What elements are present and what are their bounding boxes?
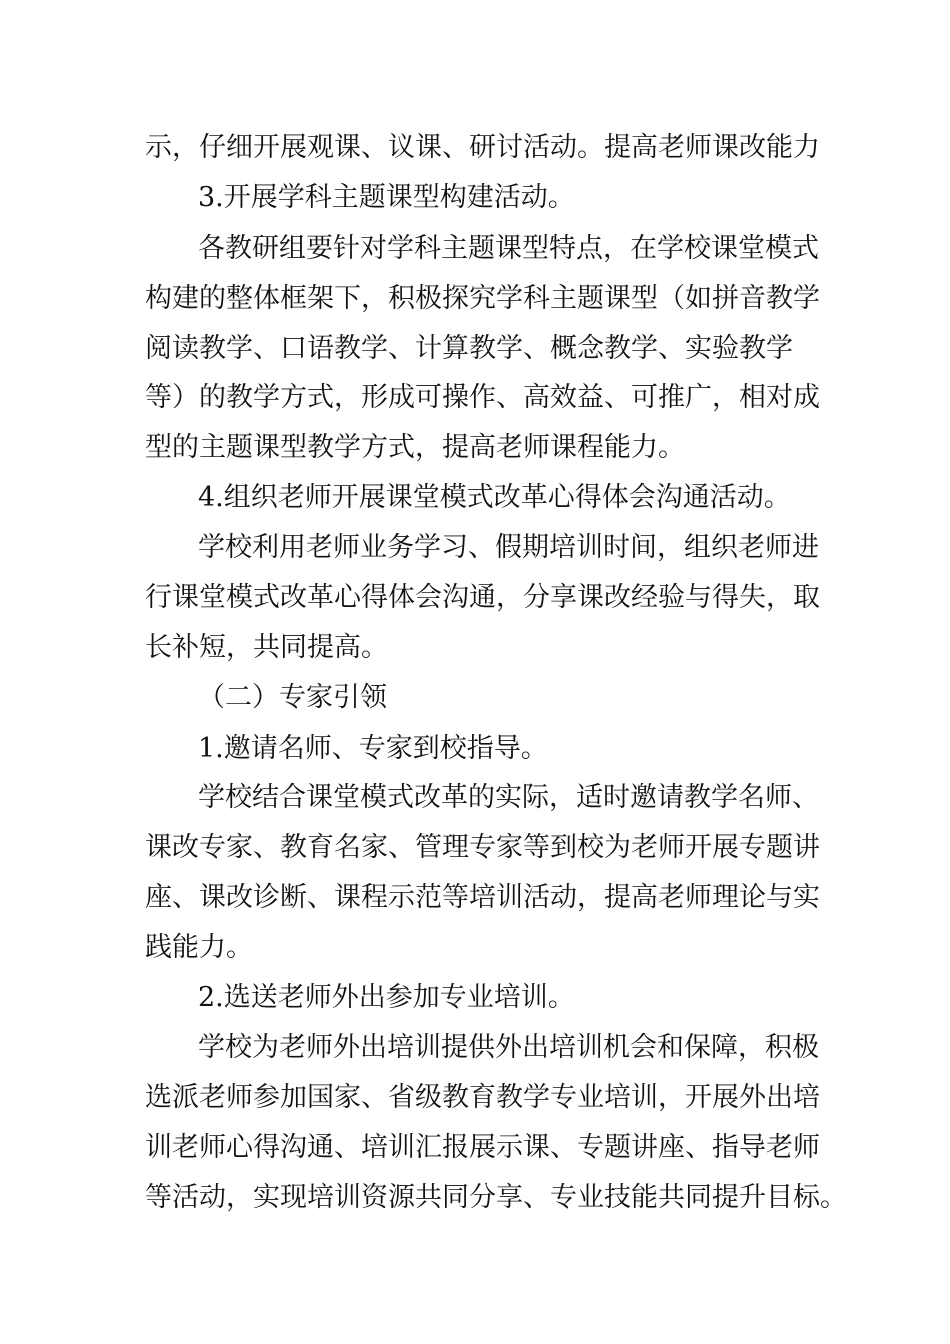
text-line: 构建的整体框架下，积极探究学科主题课型（如拼音教学: [145, 283, 820, 314]
text-line: 示，仔细开展观课、议课、研讨活动。提高老师课改能力: [145, 132, 820, 163]
text-line: 行课堂模式改革心得体会沟通，分享课改经验与得失，取: [145, 582, 820, 613]
text-line: 学校结合课堂模式改革的实际，适时邀请教学名师、: [198, 782, 819, 813]
text-line: 型的主题课型教学方式，提高老师课程能力。: [145, 432, 685, 463]
list-item-heading: 3.开展学科主题课型构建活动。: [198, 182, 575, 213]
list-item-heading: 1.邀请名师、专家到校指导。: [198, 733, 548, 764]
section-heading: （二）专家引领: [198, 682, 387, 713]
text-line: 践能力。: [145, 932, 253, 963]
text-line: 学校利用老师业务学习、假期培训时间，组织老师进: [198, 532, 819, 563]
text-line: 等活动，实现培训资源共同分享、专业技能共同提升目标。: [145, 1182, 847, 1213]
text-line: 学校为老师外出培训提供外出培训机会和保障，积极: [198, 1032, 819, 1063]
text-line: 长补短，共同提高。: [145, 632, 388, 663]
text-line: 等）的教学方式，形成可操作、高效益、可推广，相对成: [145, 382, 820, 413]
text-line: 选派老师参加国家、省级教育教学专业培训，开展外出培: [145, 1082, 820, 1113]
list-item-heading: 2.选送老师外出参加专业培训。: [198, 982, 575, 1013]
text-line: 座、课改诊断、课程示范等培训活动，提高老师理论与实: [145, 882, 820, 913]
text-line: 训老师心得沟通、培训汇报展示课、专题讲座、指导老师: [145, 1132, 820, 1163]
text-line: 各教研组要针对学科主题课型特点，在学校课堂模式: [198, 233, 819, 264]
list-item-heading: 4.组织老师开展课堂模式改革心得体会沟通活动。: [198, 482, 791, 513]
text-line: 课改专家、教育名家、管理专家等到校为老师开展专题讲: [145, 832, 820, 863]
text-line: 阅读教学、口语教学、计算教学、概念教学、实验教学: [145, 333, 793, 364]
